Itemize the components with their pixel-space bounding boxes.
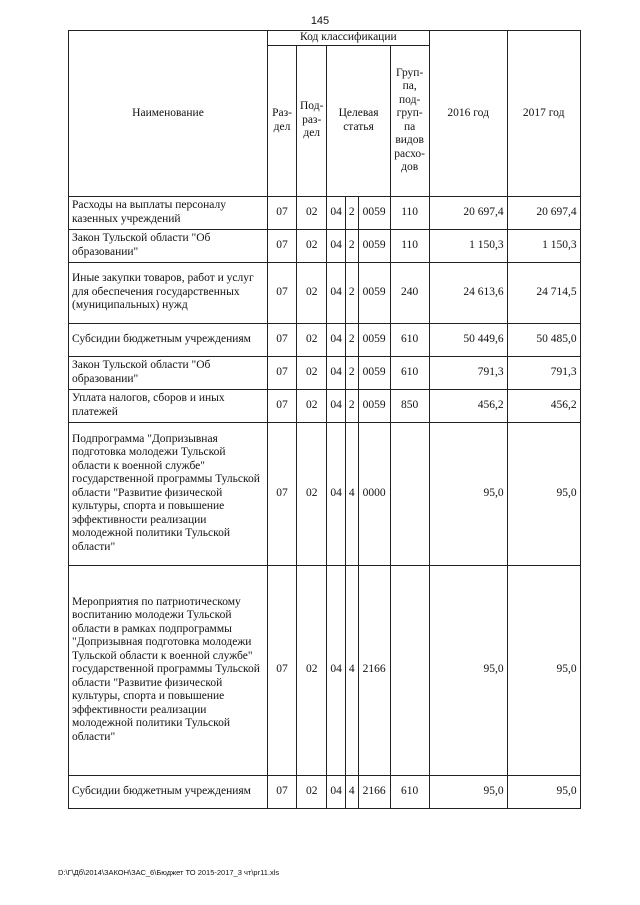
row-amount-2016: 791,3 [429, 356, 507, 389]
row-expense-group: 110 [390, 196, 429, 229]
header-razdel: Раз- дел [268, 45, 297, 196]
row-target-subprogram: 2 [345, 262, 358, 323]
row-razdel: 07 [268, 775, 297, 808]
row-target-program: 04 [327, 389, 346, 422]
row-expense-group [390, 565, 429, 775]
row-podrazdel: 02 [297, 565, 327, 775]
table-row [69, 262, 581, 323]
row-target-code: 2166 [358, 775, 390, 808]
row-amount-2016: 95,0 [429, 565, 507, 775]
row-podrazdel: 02 [297, 422, 327, 565]
row-name: Субсидии бюджетным учреждениям [69, 323, 268, 356]
row-target-program: 04 [327, 229, 346, 262]
row-target-program: 04 [327, 565, 346, 775]
row-name: Иные закупки товаров, работ и услуг для обеспечения государственных (муниципальных) нужд [69, 262, 268, 323]
row-amount-2017: 1 150,3 [507, 229, 580, 262]
file-path-footer: D:\Г\Дб\2014\ЗАКОН\ЗАС_6\Бюджет ТО 2015-2017_3 чт\рr11.xls [58, 868, 280, 877]
table-row [69, 775, 581, 808]
row-target-subprogram: 4 [345, 775, 358, 808]
row-amount-2017: 95,0 [507, 422, 580, 565]
page-number: 145 [310, 15, 330, 27]
row-name: Мероприятия по патриотическому воспитанию молодежи Тульской области в рамках подпрограммы "Допризывная подготовка молодежи Тульской области к военной службе" государственной программы Тульской области "Развитие физической культуры, спорта и повышение эффективности реализации молодежной политики Тульской области" [69, 565, 268, 775]
header-year-2016: 2016 год [429, 31, 507, 197]
header-code-group: Код классификации [268, 31, 430, 46]
table-row [69, 323, 581, 356]
row-target-program: 04 [327, 323, 346, 356]
row-name: Субсидии бюджетным учреждениям [69, 775, 268, 808]
row-podrazdel: 02 [297, 775, 327, 808]
row-razdel: 07 [268, 196, 297, 229]
row-podrazdel: 02 [297, 356, 327, 389]
row-target-program: 04 [327, 356, 346, 389]
row-name: Подпрограмма "Допризывная подготовка молодежи Тульской области к военной службе" государственной программы Тульской области "Развитие физической культуры, спорта и повышение эффективности реализации молодежной политики Тульской области" [69, 422, 268, 565]
row-razdel: 07 [268, 356, 297, 389]
row-amount-2017: 456,2 [507, 389, 580, 422]
row-target-subprogram: 2 [345, 323, 358, 356]
row-target-code: 2166 [358, 565, 390, 775]
row-podrazdel: 02 [297, 262, 327, 323]
row-name: Расходы на выплаты персоналу казенных учреждений [69, 196, 268, 229]
budget-table [68, 30, 581, 809]
row-amount-2016: 24 613,6 [429, 262, 507, 323]
header-name: Наименование [69, 31, 268, 197]
row-podrazdel: 02 [297, 389, 327, 422]
row-amount-2017: 50 485,0 [507, 323, 580, 356]
row-amount-2016: 95,0 [429, 775, 507, 808]
row-name: Закон Тульской области "Об образовании" [69, 356, 268, 389]
table-row [69, 356, 581, 389]
row-amount-2017: 95,0 [507, 775, 580, 808]
header-target: Целевая статья [327, 45, 390, 196]
row-target-program: 04 [327, 775, 346, 808]
row-razdel: 07 [268, 229, 297, 262]
row-target-program: 04 [327, 422, 346, 565]
row-target-subprogram: 4 [345, 565, 358, 775]
table-row [69, 229, 581, 262]
row-target-subprogram: 2 [345, 389, 358, 422]
row-razdel: 07 [268, 323, 297, 356]
header-year-2017: 2017 год [507, 31, 580, 197]
row-amount-2017: 791,3 [507, 356, 580, 389]
row-target-subprogram: 2 [345, 229, 358, 262]
row-target-subprogram: 4 [345, 422, 358, 565]
row-name: Закон Тульской области "Об образовании" [69, 229, 268, 262]
header-group: Груп- па, под- груп- па видов расхо- дов [390, 45, 429, 196]
row-target-code: 0059 [358, 323, 390, 356]
row-amount-2016: 1 150,3 [429, 229, 507, 262]
row-target-code: 0059 [358, 262, 390, 323]
row-expense-group: 110 [390, 229, 429, 262]
table-row [69, 565, 581, 775]
row-amount-2017: 20 697,4 [507, 196, 580, 229]
row-target-code: 0000 [358, 422, 390, 565]
header-podrazdel: Под- раз- дел [297, 45, 327, 196]
row-podrazdel: 02 [297, 196, 327, 229]
row-expense-group: 850 [390, 389, 429, 422]
row-expense-group [390, 422, 429, 565]
row-expense-group: 240 [390, 262, 429, 323]
row-podrazdel: 02 [297, 229, 327, 262]
row-target-code: 0059 [358, 356, 390, 389]
row-target-code: 0059 [358, 196, 390, 229]
row-podrazdel: 02 [297, 323, 327, 356]
row-amount-2016: 20 697,4 [429, 196, 507, 229]
row-target-program: 04 [327, 196, 346, 229]
row-razdel: 07 [268, 262, 297, 323]
row-target-code: 0059 [358, 389, 390, 422]
row-target-subprogram: 2 [345, 196, 358, 229]
table-row [69, 422, 581, 565]
row-amount-2016: 456,2 [429, 389, 507, 422]
row-razdel: 07 [268, 565, 297, 775]
row-amount-2017: 24 714,5 [507, 262, 580, 323]
row-target-code: 0059 [358, 229, 390, 262]
row-amount-2017: 95,0 [507, 565, 580, 775]
row-expense-group: 610 [390, 356, 429, 389]
row-razdel: 07 [268, 389, 297, 422]
row-amount-2016: 50 449,6 [429, 323, 507, 356]
row-target-program: 04 [327, 262, 346, 323]
row-amount-2016: 95,0 [429, 422, 507, 565]
row-razdel: 07 [268, 422, 297, 565]
row-target-subprogram: 2 [345, 356, 358, 389]
row-name: Уплата налогов, сборов и иных платежей [69, 389, 268, 422]
table-row [69, 196, 581, 229]
row-expense-group: 610 [390, 323, 429, 356]
row-expense-group: 610 [390, 775, 429, 808]
table-row [69, 389, 581, 422]
